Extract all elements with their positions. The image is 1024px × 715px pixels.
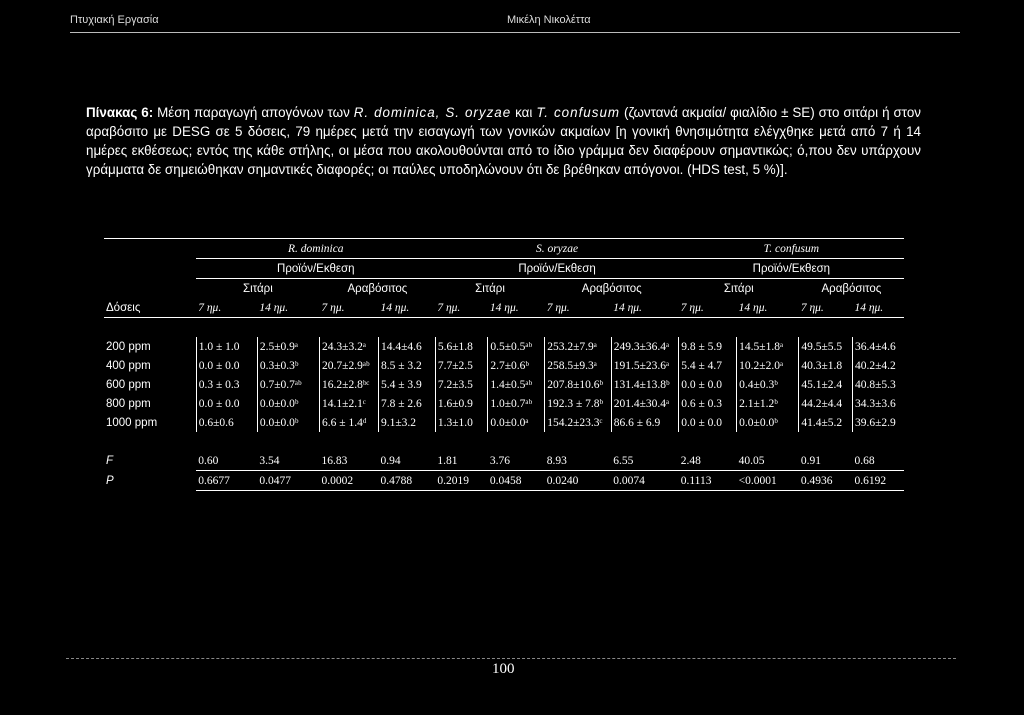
product-header: Αραβόσιτος: [347, 282, 408, 295]
table-cell: 0.0±0.0ᵃ: [488, 413, 545, 432]
table-cell: 253.2±7.9ᵃ: [545, 337, 611, 356]
table-cell: 2.5±0.9ᵃ: [257, 337, 319, 356]
table-cell: 201.4±30.4ᵃ: [611, 394, 679, 413]
day-header: 7 ημ.: [435, 298, 488, 318]
table-cell: 24.3±3.2ᵃ: [320, 337, 379, 356]
stat-cell: <0.0001: [737, 471, 799, 491]
day-header: 7 ημ.: [196, 298, 257, 318]
table-cell: 0.7±0.7ᵃᵇ: [257, 375, 319, 394]
product-header: Σιτάρι: [475, 282, 505, 295]
day-header: 14 ημ.: [611, 298, 679, 318]
table-cell: 207.8±10.6ᵇ: [545, 375, 611, 394]
stat-cell: 0.6192: [852, 471, 904, 491]
stat-cell: 0.94: [379, 451, 436, 471]
stat-label: P: [106, 474, 114, 487]
table-cell: 2.7±0.6ᵇ: [488, 356, 545, 375]
stat-cell: 0.1113: [679, 471, 737, 491]
stat-cell: 0.68: [852, 451, 904, 471]
table-cell: 14.1±2.1ᶜ: [320, 394, 379, 413]
table-cell: 2.1±1.2ᵇ: [737, 394, 799, 413]
stat-cell: 0.0477: [257, 471, 319, 491]
stat-cell: 0.60: [196, 451, 257, 471]
table-row: [104, 394, 904, 413]
table-row: [104, 413, 904, 432]
stat-cell: 0.4936: [799, 471, 853, 491]
stat-row: [104, 471, 904, 491]
table-cell: 258.5±9.3ᵃ: [545, 356, 611, 375]
table-cell: 0.0±0.0ᵇ: [257, 413, 319, 432]
day-header: 14 ημ.: [488, 298, 545, 318]
stat-cell: 0.6677: [196, 471, 257, 491]
day-header: 7 ημ.: [545, 298, 611, 318]
product-header: Σιτάρι: [242, 282, 273, 295]
table-row: [104, 356, 904, 375]
table-cell: 6.6 ± 1.4ᵈ: [320, 413, 379, 432]
table-cell: 0.3 ± 0.3: [196, 375, 257, 394]
stat-rows: [104, 451, 904, 491]
day-header: 7 ημ.: [679, 298, 737, 318]
table-cell: 40.2±4.2: [852, 356, 904, 375]
table-cell: 0.5±0.5ᵃᵇ: [488, 337, 545, 356]
table-cell: 1.0±0.7ᵃᵇ: [488, 394, 545, 413]
day-header: 14 ημ.: [379, 298, 436, 318]
table-cell: 14.5±1.8ᵃ: [737, 337, 799, 356]
day-header: 14 ημ.: [257, 298, 319, 318]
group-header-row: [104, 259, 904, 279]
day-header: 14 ημ.: [852, 298, 904, 318]
table-cell: 249.3±36.4ᵃ: [611, 337, 679, 356]
table-cell: 0.4±0.3ᵇ: [737, 375, 799, 394]
stat-cell: 8.93: [545, 451, 611, 471]
caption-text-1: Μέση παραγωγή απογόνων των: [153, 105, 354, 120]
dose-label: 400 ppm: [106, 359, 151, 372]
table-cell: 1.4±0.5ᵃᵇ: [488, 375, 545, 394]
table-cell: 39.6±2.9: [852, 413, 904, 432]
species-header: T. confusum: [679, 239, 904, 259]
table-cell: 86.6 ± 6.9: [611, 413, 679, 432]
product-header-row: [104, 279, 904, 299]
stat-cell: 3.76: [488, 451, 545, 471]
product-header: Σιτάρι: [723, 282, 754, 295]
doses-label: Δόσεις: [104, 298, 196, 318]
days-header-row: [104, 298, 904, 318]
table-cell: 14.4±4.6: [379, 337, 436, 356]
table-cell: 131.4±13.8ᵇ: [611, 375, 679, 394]
product-header: Αραβόσιτος: [821, 282, 882, 295]
table-cell: 1.0 ± 1.0: [196, 337, 257, 356]
table-cell: 192.3 ± 7.8ᵇ: [545, 394, 611, 413]
stat-cell: 0.0002: [320, 471, 379, 491]
stat-cell: 6.55: [611, 451, 679, 471]
caption-text-3: (ζωντανά ακμαία/ φιαλίδιο ± SE) στο σιτάρι ή στον αραβόσιτο με DESG σε 5 δόσεις, 79 ημέρες μετά την εισαγωγή των γονικών ακμαίων [η γονική θνησιμότητα ελέγχθηκε μετά από 7 ή 14 ημέρες εκθέσεως; εντός της κάθε στήλης, οι μέσα που ακολουθούνται από το ίδιο γράμμα δεν διαφέρουν σημαντικώς; ό,που δεν υπάρχουν γράμματα δε σημειώθηκαν σημαντικές διαφορές; οι παύλες υποδηλώνουν ότι δε βρέθηκαν απόγονοι. (HDS test, 5 %)].: [86, 105, 921, 177]
table-cell: 0.0±0.0ᵇ: [737, 413, 799, 432]
header-center-text: Μικέλη Νικολέττα: [507, 14, 591, 26]
header-rule: [70, 32, 960, 33]
table-cell: 41.4±5.2: [799, 413, 853, 432]
table-cell: 5.6±1.8: [435, 337, 488, 356]
footer-rule: [66, 658, 956, 659]
table-cell: 7.7±2.5: [435, 356, 488, 375]
stat-row: [104, 451, 904, 471]
table-cell: 0.6 ± 0.3: [679, 394, 737, 413]
table-cell: 8.5 ± 3.2: [379, 356, 436, 375]
stat-cell: 16.83: [320, 451, 379, 471]
table-cell: 191.5±23.6ᵃ: [611, 356, 679, 375]
dose-label: 1000 ppm: [106, 416, 158, 429]
stat-cell: 0.91: [799, 451, 853, 471]
stat-cell: 2.48: [679, 451, 737, 471]
dose-label: 200 ppm: [106, 340, 151, 353]
group-header: Προϊόν/Εκθεση: [435, 259, 678, 279]
table-cell: 40.8±5.3: [852, 375, 904, 394]
table-cell: 154.2±23.3ᶜ: [545, 413, 611, 432]
caption-species-2: T. confusum: [536, 105, 621, 120]
stat-cell: 3.54: [257, 451, 319, 471]
species-header: S. oryzae: [435, 239, 678, 259]
day-header: 7 ημ.: [799, 298, 853, 318]
stat-cell: 0.0240: [545, 471, 611, 491]
table-cell: 7.8 ± 2.6: [379, 394, 436, 413]
table-cell: 0.3±0.3ᵇ: [257, 356, 319, 375]
table-cell: 10.2±2.0ᵃ: [737, 356, 799, 375]
day-header: 14 ημ.: [737, 298, 799, 318]
table-cell: 7.2±3.5: [435, 375, 488, 394]
table-cell: 44.2±4.4: [799, 394, 853, 413]
stat-cell: 0.0458: [488, 471, 545, 491]
table-caption: [86, 103, 921, 179]
table-cell: 20.7±2.9ᵃᵇ: [320, 356, 379, 375]
stat-cell: 40.05: [737, 451, 799, 471]
group-header: Προϊόν/Εκθεση: [196, 259, 435, 279]
species-header-row: [104, 239, 904, 259]
table-cell: 9.1±3.2: [379, 413, 436, 432]
stat-label: F: [106, 454, 114, 467]
day-header: 7 ημ.: [320, 298, 379, 318]
caption-label: Πίνακας 6:: [86, 105, 154, 120]
group-header: Προϊόν/Εκθεση: [679, 259, 904, 279]
caption-species-1: R. dominica, S. oryzae: [353, 105, 512, 120]
table-cell: 0.0 ± 0.0: [196, 394, 257, 413]
table-cell: 34.3±3.6: [852, 394, 904, 413]
table-cell: 16.2±2.8ᵇᶜ: [320, 375, 379, 394]
table-cell: 40.3±1.8: [799, 356, 853, 375]
table-cell: 0.0±0.0ᵇ: [257, 394, 319, 413]
table-cell: 5.4 ± 3.9: [379, 375, 436, 394]
product-header: Αραβόσιτος: [581, 282, 642, 295]
table-cell: 0.0 ± 0.0: [679, 413, 737, 432]
table-cell: 1.6±0.9: [435, 394, 488, 413]
table-row: [104, 337, 904, 356]
dose-label: 600 ppm: [106, 378, 151, 391]
value-rows: [104, 337, 904, 432]
stat-cell: 1.81: [435, 451, 488, 471]
table-cell: 0.0 ± 0.0: [679, 375, 737, 394]
table-cell: 49.5±5.5: [799, 337, 853, 356]
table-cell: 36.4±4.6: [852, 337, 904, 356]
table-cell: 1.3±1.0: [435, 413, 488, 432]
page-header: [0, 14, 1024, 44]
progeny-table: [104, 238, 904, 491]
table-cell: 45.1±2.4: [799, 375, 853, 394]
table-cell: 0.6±0.6: [196, 413, 257, 432]
table-cell: 9.8 ± 5.9: [679, 337, 737, 356]
stat-cell: 0.4788: [379, 471, 436, 491]
table-row: [104, 375, 904, 394]
table-cell: 5.4 ± 4.7: [679, 356, 737, 375]
header-left-text: Πτυχιακή Εργασία: [70, 14, 159, 26]
stat-cell: 0.0074: [611, 471, 679, 491]
dose-label: 800 ppm: [106, 397, 151, 410]
species-header: R. dominica: [196, 239, 435, 259]
page-number: 100: [492, 661, 515, 677]
stat-cell: 0.2019: [435, 471, 488, 491]
table-cell: 0.0 ± 0.0: [196, 356, 257, 375]
caption-text-2: και: [511, 105, 537, 120]
